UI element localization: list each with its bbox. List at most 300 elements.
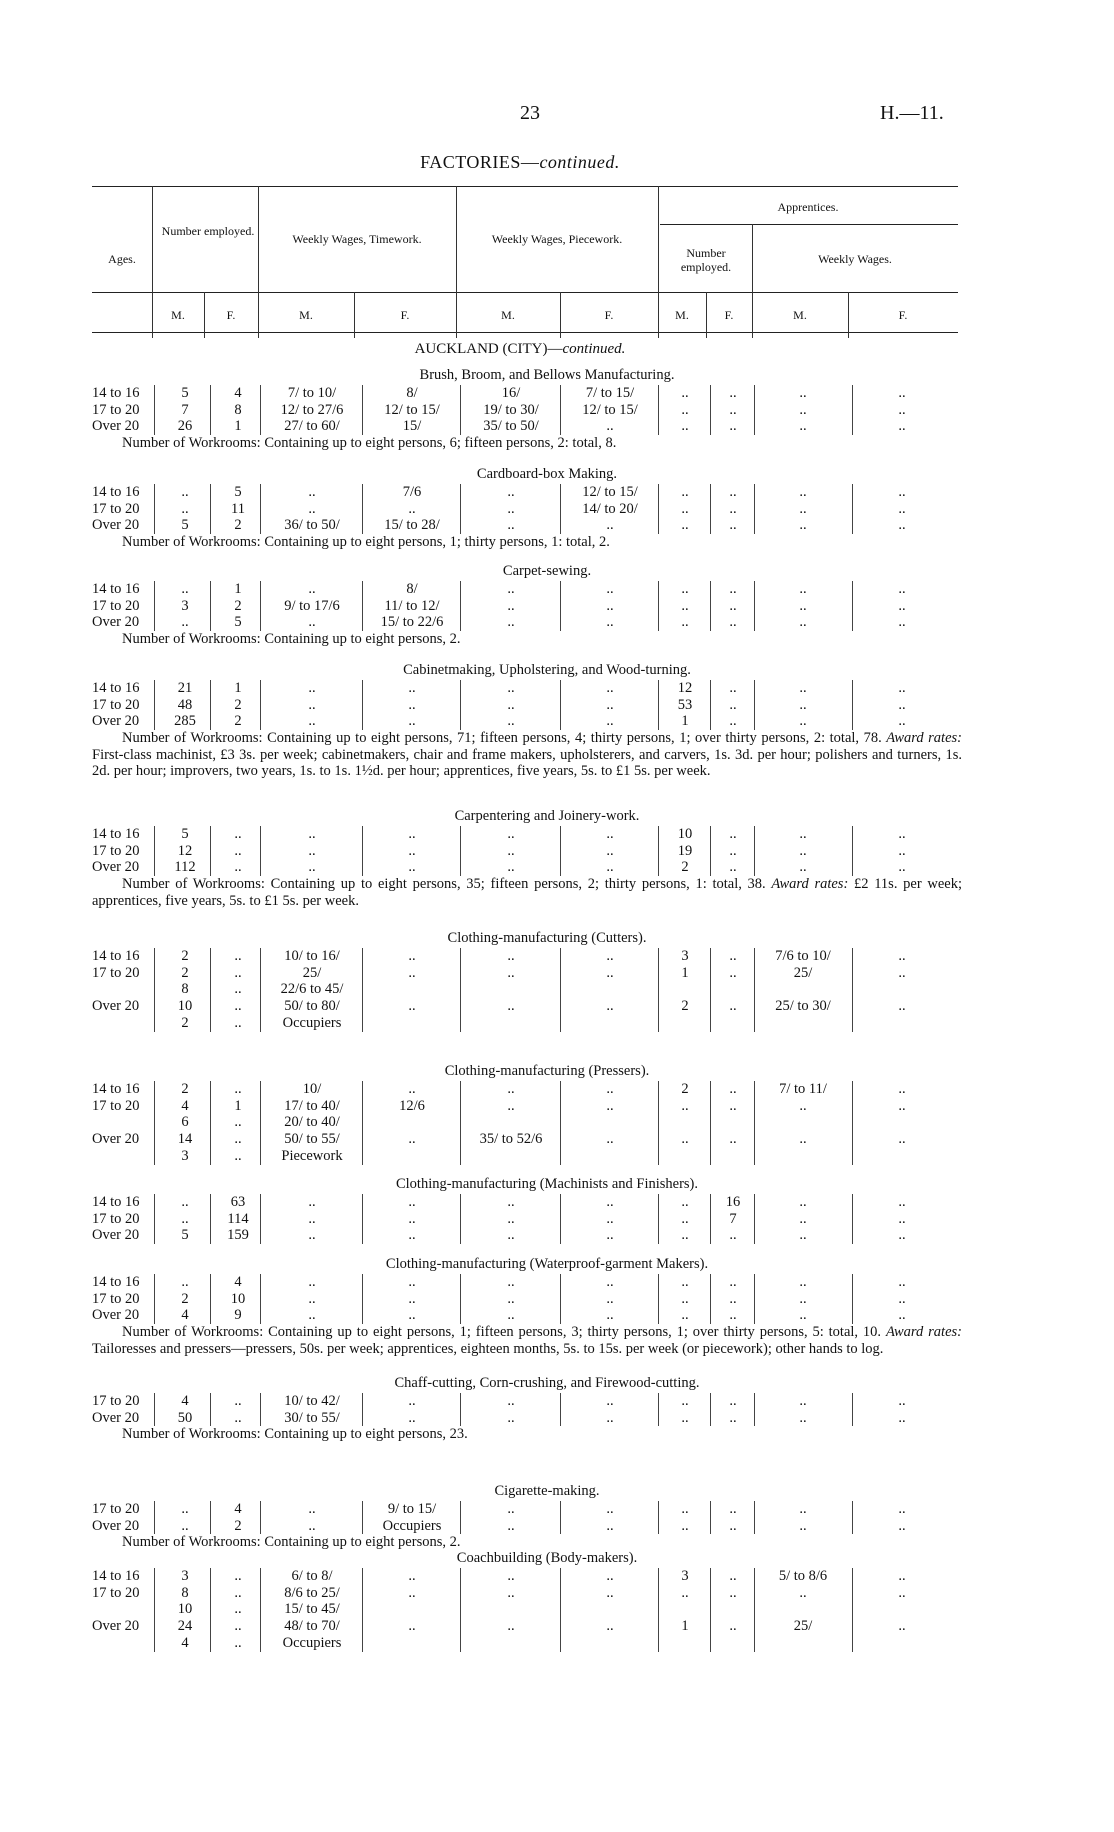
value-cell: .. bbox=[408, 1210, 416, 1227]
value-cell: 35/ to 50/ bbox=[483, 418, 539, 435]
value-cell: .. bbox=[234, 1601, 242, 1618]
table-row bbox=[92, 501, 962, 518]
value-cell: .. bbox=[408, 1290, 416, 1307]
section-table bbox=[92, 826, 962, 876]
title-main: FACTORIES— bbox=[420, 152, 540, 172]
value-cell: 2 bbox=[681, 998, 689, 1015]
value-cell: .. bbox=[898, 597, 906, 614]
value-cell: .. bbox=[799, 1517, 807, 1534]
value-cell: .. bbox=[308, 1500, 316, 1517]
value-cell: .. bbox=[606, 1193, 614, 1210]
value-cell: 10 bbox=[677, 825, 693, 842]
value-cell: .. bbox=[898, 1097, 906, 1114]
value-cell: 7/6 bbox=[402, 483, 422, 500]
value-cell: .. bbox=[898, 500, 906, 517]
header-f: F. bbox=[724, 308, 734, 322]
table-row bbox=[92, 484, 962, 501]
value-cell: .. bbox=[234, 964, 242, 981]
value-cell: 10 bbox=[177, 998, 193, 1015]
award-rates-label: Award rates: bbox=[885, 1324, 962, 1341]
value-cell: 4 bbox=[234, 1273, 242, 1290]
value-cell: .. bbox=[681, 384, 689, 401]
value-cell: .. bbox=[181, 483, 189, 500]
header-apprentices: Apprentices. bbox=[777, 200, 839, 214]
value-cell: .. bbox=[507, 825, 515, 842]
region-italic: continued. bbox=[562, 341, 626, 357]
value-cell: .. bbox=[507, 1584, 515, 1601]
value-cell: .. bbox=[234, 1584, 242, 1601]
value-cell: .. bbox=[181, 1517, 189, 1534]
section bbox=[92, 367, 962, 452]
age-cell: 17 to 20 bbox=[92, 500, 140, 517]
value-cell: .. bbox=[729, 1500, 737, 1517]
value-cell: 1 bbox=[681, 964, 689, 981]
value-cell: 25/ bbox=[302, 964, 322, 981]
value-cell: 2 bbox=[181, 1290, 189, 1307]
value-cell: .. bbox=[729, 500, 737, 517]
section bbox=[92, 563, 962, 648]
value-cell: 3 bbox=[681, 1567, 689, 1584]
value-cell: .. bbox=[234, 1014, 242, 1031]
value-cell: .. bbox=[898, 842, 906, 859]
value-cell: .. bbox=[507, 713, 515, 730]
value-cell: .. bbox=[308, 713, 316, 730]
value-cell: 2 bbox=[234, 597, 242, 614]
value-cell: .. bbox=[799, 1097, 807, 1114]
section-title: Carpentering and Joinery-work. bbox=[454, 808, 640, 824]
header-app-weekly-wages: Weekly Wages. bbox=[818, 252, 892, 266]
value-cell: .. bbox=[408, 842, 416, 859]
header-weekly-piecework: Weekly Wages, Piecework. bbox=[491, 232, 623, 246]
value-cell: .. bbox=[898, 1618, 906, 1635]
header-f: F. bbox=[604, 308, 614, 322]
value-cell: .. bbox=[898, 614, 906, 631]
value-cell: .. bbox=[606, 517, 614, 534]
value-cell: .. bbox=[234, 1392, 242, 1409]
section bbox=[92, 662, 962, 780]
award-rates-label: Award rates: bbox=[771, 876, 849, 893]
value-cell: .. bbox=[898, 1131, 906, 1148]
value-cell: .. bbox=[408, 1307, 416, 1324]
value-cell: .. bbox=[898, 1080, 906, 1097]
value-cell: .. bbox=[681, 483, 689, 500]
section-title: Coachbuilding (Body-makers). bbox=[456, 1550, 638, 1566]
value-cell: 2 bbox=[681, 859, 689, 876]
value-cell: 22/6 to 45/ bbox=[280, 981, 344, 998]
value-cell: .. bbox=[408, 947, 416, 964]
value-cell: 285 bbox=[174, 713, 196, 730]
value-cell: 50/ to 80/ bbox=[284, 998, 340, 1015]
value-cell: 50 bbox=[177, 1409, 193, 1426]
value-cell: .. bbox=[408, 1618, 416, 1635]
value-cell: 3 bbox=[181, 1147, 189, 1164]
age-cell: Over 20 bbox=[92, 1409, 140, 1426]
value-cell: .. bbox=[729, 1307, 737, 1324]
table-row bbox=[92, 418, 962, 435]
page-reference: H.—11. bbox=[880, 102, 944, 124]
age-cell: 17 to 20 bbox=[92, 1290, 140, 1307]
value-cell: .. bbox=[507, 998, 515, 1015]
value-cell: .. bbox=[606, 947, 614, 964]
page-number: 23 bbox=[520, 102, 540, 124]
value-cell: .. bbox=[606, 1131, 614, 1148]
value-cell: .. bbox=[898, 947, 906, 964]
value-cell: .. bbox=[799, 696, 807, 713]
value-cell: .. bbox=[799, 500, 807, 517]
table-row bbox=[92, 1618, 962, 1635]
value-cell: .. bbox=[729, 1618, 737, 1635]
value-cell: .. bbox=[234, 1618, 242, 1635]
header-ages: Ages. bbox=[108, 252, 136, 266]
section bbox=[92, 466, 962, 551]
value-cell: Occupiers bbox=[282, 1634, 342, 1651]
section-title: Cardboard-box Making. bbox=[476, 466, 618, 482]
value-cell: .. bbox=[606, 1210, 614, 1227]
value-cell: 2 bbox=[181, 1014, 189, 1031]
award-rates-text: Tailoresses and pressers—pressers, 50s. per week; apprentices, eighteen months, 5s. to 15s. per week (or piecework); other hands to log. bbox=[92, 1340, 884, 1357]
value-cell: 8/ bbox=[406, 384, 418, 401]
table-row bbox=[92, 1194, 962, 1211]
value-cell: .. bbox=[898, 1193, 906, 1210]
value-cell: .. bbox=[408, 1080, 416, 1097]
table-row bbox=[92, 1307, 962, 1324]
value-cell: 8 bbox=[181, 981, 189, 998]
value-cell: .. bbox=[729, 825, 737, 842]
value-cell: 159 bbox=[227, 1227, 249, 1244]
section-note bbox=[92, 435, 962, 452]
value-cell: .. bbox=[606, 825, 614, 842]
value-cell: .. bbox=[181, 580, 189, 597]
value-cell: .. bbox=[606, 580, 614, 597]
value-cell: .. bbox=[234, 947, 242, 964]
value-cell: .. bbox=[606, 1500, 614, 1517]
value-cell: .. bbox=[729, 1097, 737, 1114]
value-cell: .. bbox=[507, 964, 515, 981]
section-title: Clothing-manufacturing (Waterproof-garment Makers). bbox=[385, 1256, 709, 1272]
value-cell: .. bbox=[408, 998, 416, 1015]
value-cell: 15/ bbox=[402, 418, 422, 435]
value-cell: .. bbox=[799, 713, 807, 730]
age-cell: 14 to 16 bbox=[92, 580, 140, 597]
value-cell: .. bbox=[681, 1307, 689, 1324]
value-cell: 4 bbox=[234, 1500, 242, 1517]
age-cell: Over 20 bbox=[92, 614, 140, 631]
value-cell: 24 bbox=[177, 1618, 193, 1635]
value-cell: 9/ to 15/ bbox=[387, 1500, 437, 1517]
value-cell: .. bbox=[729, 1567, 737, 1584]
section-note bbox=[92, 1324, 962, 1357]
value-cell: .. bbox=[606, 713, 614, 730]
value-cell: .. bbox=[507, 696, 515, 713]
section-title: Clothing-manufacturing (Cutters). bbox=[447, 930, 647, 946]
value-cell: .. bbox=[729, 1409, 737, 1426]
table-row bbox=[92, 614, 962, 631]
age-cell: 14 to 16 bbox=[92, 384, 140, 401]
value-cell: .. bbox=[234, 859, 242, 876]
workrooms-note: Number of Workrooms: Containing up to eight persons, 2. bbox=[122, 1534, 461, 1551]
value-cell: 8 bbox=[181, 1584, 189, 1601]
value-cell: .. bbox=[898, 1307, 906, 1324]
value-cell: .. bbox=[507, 1500, 515, 1517]
table-row bbox=[92, 402, 962, 419]
value-cell: .. bbox=[308, 679, 316, 696]
value-cell: 1 bbox=[234, 580, 242, 597]
section-title: Cigarette-making. bbox=[494, 1483, 600, 1499]
value-cell: .. bbox=[606, 1290, 614, 1307]
value-cell: .. bbox=[606, 679, 614, 696]
value-cell: 8/ bbox=[406, 580, 418, 597]
section-title: Clothing-manufacturing (Machinists and Finishers). bbox=[395, 1176, 699, 1192]
value-cell: .. bbox=[799, 859, 807, 876]
value-cell: 16 bbox=[725, 1193, 741, 1210]
value-cell: .. bbox=[729, 597, 737, 614]
value-cell: 19 bbox=[677, 842, 693, 859]
value-cell: .. bbox=[799, 1584, 807, 1601]
table-row bbox=[92, 1274, 962, 1291]
value-cell: .. bbox=[507, 1290, 515, 1307]
table-row bbox=[92, 981, 962, 998]
value-cell: 5 bbox=[181, 517, 189, 534]
value-cell: .. bbox=[799, 580, 807, 597]
header-m: M. bbox=[171, 308, 185, 322]
header-m: M. bbox=[501, 308, 515, 322]
page-title bbox=[0, 152, 1040, 173]
value-cell: .. bbox=[308, 1210, 316, 1227]
table-row bbox=[92, 697, 962, 714]
value-cell: .. bbox=[234, 1634, 242, 1651]
section-title: Carpet-sewing. bbox=[502, 563, 592, 579]
value-cell: .. bbox=[898, 1210, 906, 1227]
age-cell: 14 to 16 bbox=[92, 947, 140, 964]
value-cell: 12 bbox=[177, 842, 193, 859]
value-cell: .. bbox=[507, 1567, 515, 1584]
value-cell: 4 bbox=[181, 1307, 189, 1324]
value-cell: .. bbox=[681, 1290, 689, 1307]
value-cell: 3 bbox=[181, 1567, 189, 1584]
section bbox=[92, 1375, 962, 1443]
section-table bbox=[92, 1568, 962, 1652]
value-cell: .. bbox=[681, 1584, 689, 1601]
value-cell: .. bbox=[681, 1517, 689, 1534]
value-cell: .. bbox=[729, 614, 737, 631]
header-number-employed: Number employed. bbox=[161, 224, 255, 238]
value-cell: .. bbox=[898, 1273, 906, 1290]
table-row bbox=[92, 1393, 962, 1410]
age-cell: 14 to 16 bbox=[92, 825, 140, 842]
value-cell: .. bbox=[507, 947, 515, 964]
value-cell: .. bbox=[729, 842, 737, 859]
value-cell: 8/6 to 25/ bbox=[284, 1584, 340, 1601]
table-row bbox=[92, 965, 962, 982]
section-title: Brush, Broom, and Bellows Manufacturing. bbox=[419, 367, 675, 383]
section-table bbox=[92, 484, 962, 534]
value-cell: .. bbox=[898, 998, 906, 1015]
value-cell: 12/ to 15/ bbox=[582, 483, 638, 500]
value-cell: .. bbox=[507, 1618, 515, 1635]
table-row bbox=[92, 843, 962, 860]
section-note bbox=[92, 730, 962, 780]
value-cell: .. bbox=[181, 1210, 189, 1227]
age-cell: 14 to 16 bbox=[92, 1567, 140, 1584]
value-cell: 21 bbox=[177, 679, 193, 696]
value-cell: 5 bbox=[181, 825, 189, 842]
value-cell: .. bbox=[507, 1227, 515, 1244]
value-cell: 1 bbox=[681, 713, 689, 730]
age-cell: 17 to 20 bbox=[92, 1210, 140, 1227]
value-cell: .. bbox=[898, 1584, 906, 1601]
value-cell: .. bbox=[898, 418, 906, 435]
value-cell: 25/ to 30/ bbox=[775, 998, 831, 1015]
section-table bbox=[92, 948, 962, 1032]
value-cell: 2 bbox=[234, 517, 242, 534]
table-row bbox=[92, 1501, 962, 1518]
value-cell: .. bbox=[729, 1290, 737, 1307]
workrooms-note: Number of Workrooms: Containing up to eight persons, 6; fifteen persons, 2: total, 8. bbox=[122, 435, 617, 452]
value-cell: 27/ to 60/ bbox=[284, 418, 340, 435]
value-cell: .. bbox=[234, 842, 242, 859]
value-cell: .. bbox=[606, 859, 614, 876]
age-cell: 17 to 20 bbox=[92, 964, 140, 981]
age-cell: 17 to 20 bbox=[92, 401, 140, 418]
table-row bbox=[92, 859, 962, 876]
age-cell: 14 to 16 bbox=[92, 483, 140, 500]
value-cell: .. bbox=[234, 825, 242, 842]
value-cell: .. bbox=[799, 1307, 807, 1324]
value-cell: 10 bbox=[230, 1290, 246, 1307]
value-cell: .. bbox=[507, 842, 515, 859]
value-cell: .. bbox=[898, 1517, 906, 1534]
age-cell: Over 20 bbox=[92, 517, 140, 534]
header-f: F. bbox=[400, 308, 410, 322]
section-title: Cabinetmaking, Upholstering, and Wood-turning. bbox=[403, 662, 691, 678]
value-cell: .. bbox=[308, 825, 316, 842]
value-cell: .. bbox=[898, 1500, 906, 1517]
value-cell: .. bbox=[729, 1131, 737, 1148]
value-cell: .. bbox=[507, 517, 515, 534]
section-table bbox=[92, 1501, 962, 1535]
age-cell: Over 20 bbox=[92, 1307, 140, 1324]
age-cell: Over 20 bbox=[92, 418, 140, 435]
table-row bbox=[92, 1148, 962, 1165]
workrooms-note: Number of Workrooms: Containing up to eight persons, 71; fifteen persons, 4; thirty persons, 1; over thirty persons, 2: total, 78. bbox=[122, 730, 882, 747]
table-row bbox=[92, 385, 962, 402]
value-cell: .. bbox=[681, 401, 689, 418]
value-cell: .. bbox=[408, 500, 416, 517]
value-cell: 12/ to 27/6 bbox=[280, 401, 344, 418]
value-cell: 14/ to 20/ bbox=[582, 500, 638, 517]
value-cell: 2 bbox=[234, 713, 242, 730]
value-cell: 36/ to 50/ bbox=[284, 517, 340, 534]
section-note bbox=[92, 1534, 962, 1551]
section bbox=[92, 1256, 962, 1357]
value-cell: .. bbox=[729, 580, 737, 597]
workrooms-note: Number of Workrooms: Containing up to eight persons, 35; fifteen persons, 2; thirty persons, 1: total, 38. bbox=[122, 876, 766, 893]
age-cell: 17 to 20 bbox=[92, 842, 140, 859]
value-cell: .. bbox=[729, 1080, 737, 1097]
value-cell: 2 bbox=[181, 947, 189, 964]
value-cell: .. bbox=[408, 1193, 416, 1210]
table-row bbox=[92, 1585, 962, 1602]
table-row bbox=[92, 998, 962, 1015]
value-cell: 48/ to 70/ bbox=[284, 1618, 340, 1635]
value-cell: .. bbox=[681, 614, 689, 631]
value-cell: .. bbox=[799, 825, 807, 842]
value-cell: .. bbox=[729, 1584, 737, 1601]
value-cell: .. bbox=[181, 614, 189, 631]
value-cell: .. bbox=[507, 597, 515, 614]
value-cell: .. bbox=[898, 679, 906, 696]
value-cell: .. bbox=[681, 1193, 689, 1210]
value-cell: 26 bbox=[177, 418, 193, 435]
value-cell: .. bbox=[507, 1517, 515, 1534]
value-cell: 6 bbox=[181, 1114, 189, 1131]
value-cell: .. bbox=[606, 696, 614, 713]
header-m: M. bbox=[793, 308, 807, 322]
table-row bbox=[92, 1227, 962, 1244]
value-cell: .. bbox=[799, 517, 807, 534]
value-cell: 2 bbox=[181, 964, 189, 981]
age-cell: 14 to 16 bbox=[92, 1273, 140, 1290]
value-cell: .. bbox=[681, 1131, 689, 1148]
value-cell: 1 bbox=[234, 418, 242, 435]
value-cell: .. bbox=[729, 947, 737, 964]
value-cell: 4 bbox=[181, 1097, 189, 1114]
value-cell: 6/ to 8/ bbox=[291, 1567, 333, 1584]
value-cell: 25/ bbox=[793, 964, 813, 981]
value-cell: .. bbox=[799, 1500, 807, 1517]
age-cell: Over 20 bbox=[92, 1517, 140, 1534]
age-cell: Over 20 bbox=[92, 859, 140, 876]
value-cell: .. bbox=[729, 964, 737, 981]
value-cell: 2 bbox=[181, 1080, 189, 1097]
value-cell: .. bbox=[507, 500, 515, 517]
award-rates-text: £2 11s. per week; apprentices, five years, 5s. to £1 5s. per week. bbox=[92, 876, 962, 909]
value-cell: .. bbox=[681, 580, 689, 597]
value-cell: 53 bbox=[677, 696, 693, 713]
header-m: M. bbox=[675, 308, 689, 322]
value-cell: 114 bbox=[227, 1210, 249, 1227]
value-cell: 63 bbox=[230, 1193, 246, 1210]
age-cell: Over 20 bbox=[92, 1618, 140, 1635]
value-cell: .. bbox=[799, 384, 807, 401]
value-cell: .. bbox=[799, 1273, 807, 1290]
value-cell: 4 bbox=[181, 1392, 189, 1409]
value-cell: .. bbox=[898, 964, 906, 981]
header-weekly-timework: Weekly Wages, Timework. bbox=[292, 232, 422, 246]
value-cell: 14 bbox=[177, 1131, 193, 1148]
age-cell: 17 to 20 bbox=[92, 597, 140, 614]
value-cell: .. bbox=[408, 1392, 416, 1409]
value-cell: 9/ to 17/6 bbox=[284, 597, 340, 614]
section bbox=[92, 1550, 962, 1652]
section-table bbox=[92, 581, 962, 631]
value-cell: 5 bbox=[234, 483, 242, 500]
value-cell: .. bbox=[729, 384, 737, 401]
value-cell: 3 bbox=[681, 947, 689, 964]
value-cell: 3 bbox=[181, 597, 189, 614]
value-cell: 5 bbox=[181, 1227, 189, 1244]
value-cell: .. bbox=[507, 483, 515, 500]
region-heading bbox=[0, 341, 1040, 358]
value-cell: .. bbox=[234, 1409, 242, 1426]
value-cell: .. bbox=[898, 1227, 906, 1244]
value-cell: .. bbox=[898, 401, 906, 418]
value-cell: .. bbox=[799, 418, 807, 435]
value-cell: .. bbox=[681, 1227, 689, 1244]
table-row bbox=[92, 826, 962, 843]
value-cell: .. bbox=[898, 1392, 906, 1409]
value-cell: .. bbox=[799, 1409, 807, 1426]
